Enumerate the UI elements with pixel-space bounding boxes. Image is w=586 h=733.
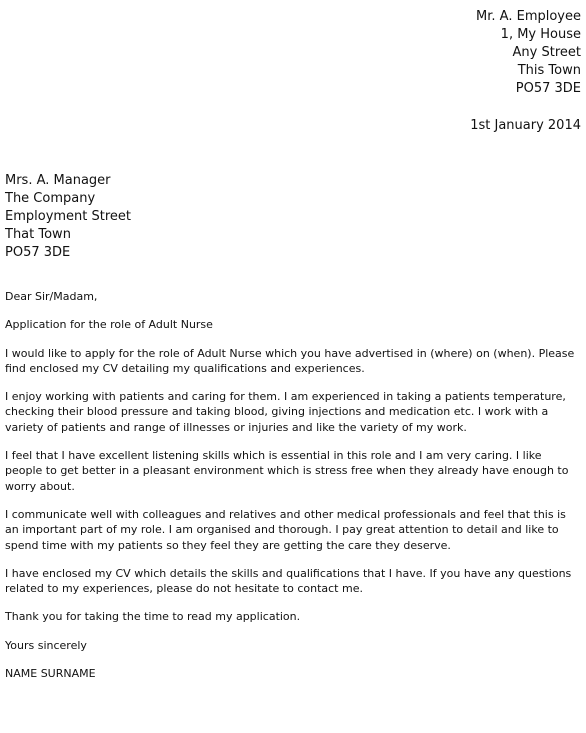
subject-line: Application for the role of Adult Nurse bbox=[5, 318, 213, 332]
sender-address-line: Any Street bbox=[512, 45, 581, 60]
recipient-address-line: The Company bbox=[5, 191, 96, 206]
recipient-address bbox=[5, 172, 131, 262]
sender-address-line: This Town bbox=[517, 63, 581, 78]
recipient-address-line: Mrs. A. Manager bbox=[5, 173, 111, 188]
letter-date: 1st January 2014 bbox=[470, 118, 581, 133]
sender-address-line: Mr. A. Employee bbox=[476, 9, 581, 24]
recipient-address-line: That Town bbox=[5, 227, 71, 242]
body-paragraph: I would like to apply for the role of Adult Nurse which you have advertised in (where) on (when). Please find enclosed my CV detailing my qualifications and experiences. bbox=[5, 346, 575, 375]
sender-address bbox=[476, 8, 581, 98]
body-paragraph: I enjoy working with patients and caring for them. I am experienced in taking a patients temperature, checking their blood pressure and taking blood, giving injections and medication etc. I work with a variety of patients and range of illnesses or injuries and like the variety of my work. bbox=[5, 390, 566, 434]
sender-address-line: 1, My House bbox=[500, 27, 581, 42]
body-paragraph: I feel that I have excellent listening skills which is essential in this role and I am very caring. I like people to get better in a pleasant environment which is stress free when they already have enough to worry about. bbox=[5, 449, 569, 493]
sender-address-line: PO57 3DE bbox=[515, 81, 581, 96]
signoff: Yours sincerely bbox=[5, 638, 87, 652]
body-paragraph: I communicate well with colleagues and relatives and other medical professionals and feel that this is an important part of my role. I am organised and thorough. I pay great attention to detail and like to spend time with my patients so they feel they are getting the care they deserve. bbox=[5, 507, 566, 552]
closing-thanks: Thank you for taking the time to read my application. bbox=[5, 610, 301, 624]
salutation: Dear Sir/Madam, bbox=[5, 290, 98, 303]
recipient-address-line: PO57 3DE bbox=[5, 245, 71, 260]
signature-name: NAME SURNAME bbox=[5, 667, 96, 681]
body-paragraph: I have enclosed my CV which details the skills and qualifications that I have. If you have any questions related to my experiences, please do not hesitate to contact me. bbox=[5, 566, 572, 596]
recipient-address-line: Employment Street bbox=[5, 209, 132, 224]
letter-body bbox=[5, 289, 581, 694]
